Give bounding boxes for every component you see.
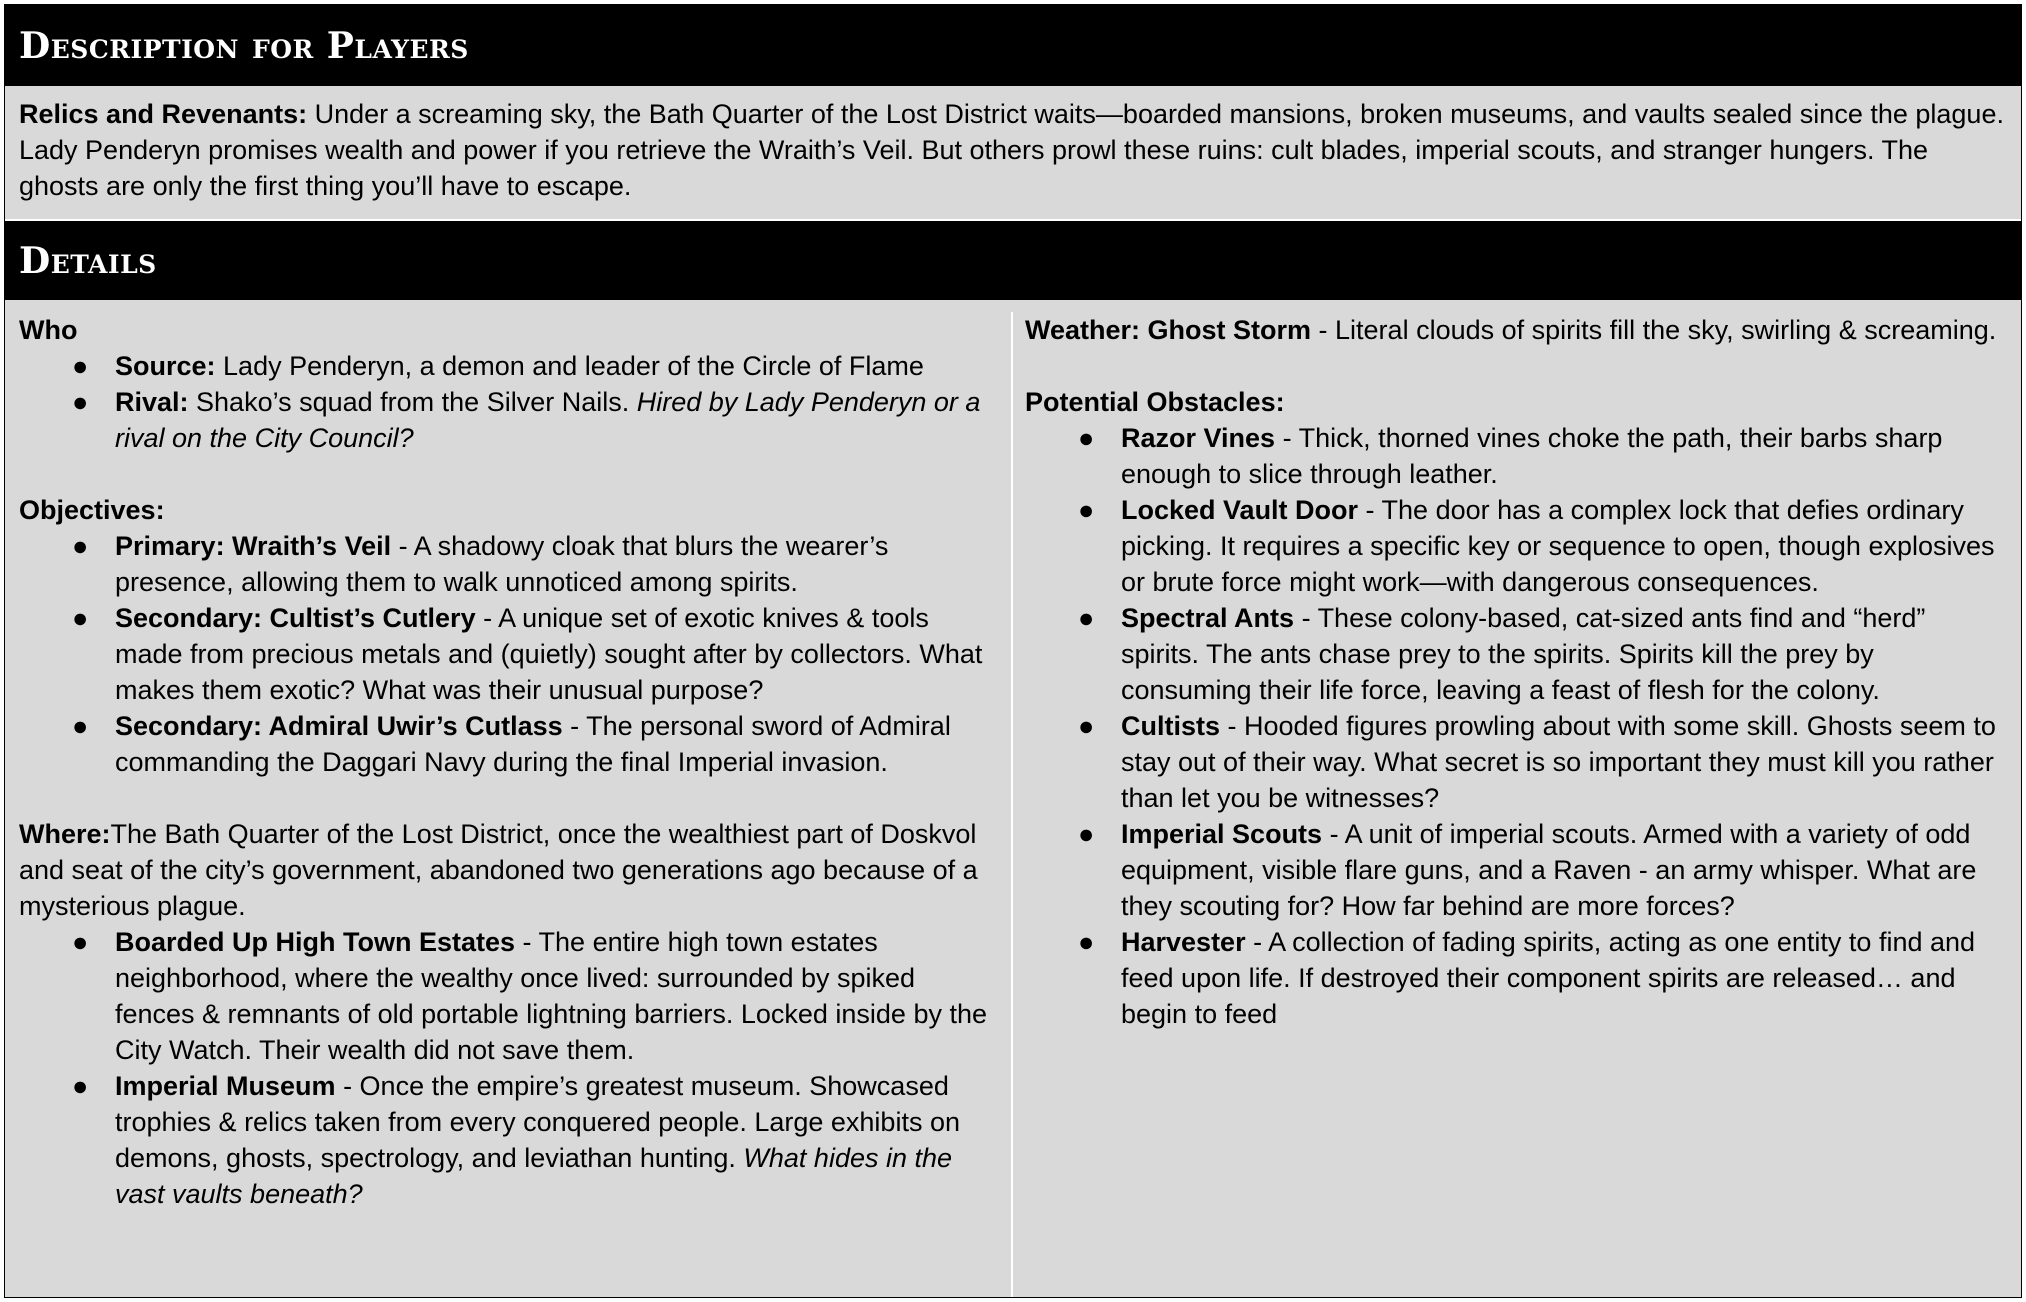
list-item-text: - Once the empire’s greatest museum. Showcased trophies & relics taken from every conquered people. Large exhibits on demons, ghosts, spectrology, and leviathan hunting.	[115, 1071, 960, 1173]
who-list	[19, 348, 1001, 456]
spacer	[19, 780, 1001, 816]
description-box	[5, 86, 2021, 221]
list-item-title: Harvester	[1121, 927, 1246, 957]
bullet-icon: ●	[1078, 423, 1095, 453]
list-item	[1025, 420, 2009, 492]
details-header-text: Details	[19, 239, 157, 282]
details-body	[5, 300, 2021, 1297]
list-item-title: Locked Vault Door	[1121, 495, 1359, 525]
list-item-title: Primary: Wraith’s Veil	[115, 531, 392, 561]
list-item-text: - Thick, thorned vines choke the path, their barbs sharp enough to slice through leather.	[1121, 423, 1943, 489]
bullet-icon: ●	[1078, 927, 1095, 957]
bullet-icon: ●	[72, 351, 89, 381]
list-item-text: - A collection of fading spirits, acting as one entity to find and feed upon life. If destroyed their component spirits are released… and begin to feed	[1121, 927, 1976, 1029]
list-item-text: - A shadowy cloak that blurs the wearer’s presence, allowing them to walk unnoticed among spirits.	[115, 531, 889, 597]
who-section	[19, 312, 1001, 456]
list-item-text: - The entire high town estates neighborhood, where the wealthy once lived: surrounded by spiked fences & remnants of old portable lightning barriers. Locked inside by the City Watch. Their wealth did not save them.	[115, 927, 988, 1065]
list-item	[19, 1068, 1001, 1212]
details-left-column	[5, 312, 1013, 1297]
description-lead-label: Relics and Revenants:	[19, 99, 308, 129]
weather-section	[1025, 312, 2009, 348]
list-item-title: Imperial Scouts	[1121, 819, 1323, 849]
bullet-icon: ●	[1078, 495, 1095, 525]
bullet-icon: ●	[72, 387, 89, 417]
where-section	[19, 816, 1001, 1212]
document	[4, 4, 2022, 1298]
list-item	[19, 528, 1001, 600]
bullet-icon: ●	[72, 531, 89, 561]
details-right-column	[1013, 312, 2021, 1297]
bullet-icon: ●	[72, 1071, 89, 1101]
weather-label: Weather: Ghost Storm	[1025, 315, 1312, 345]
bullet-icon: ●	[72, 711, 89, 741]
bullet-icon: ●	[1078, 819, 1095, 849]
description-header-text: Description for Players	[19, 24, 469, 67]
list-item-title: Source:	[115, 351, 216, 381]
list-item-title: Cultists	[1121, 711, 1221, 741]
bullet-icon: ●	[72, 603, 89, 633]
list-item-text: - The personal sword of Admiral commanding the Daggari Navy during the final Imperial invasion.	[115, 711, 951, 777]
where-text: The Bath Quarter of the Lost District, once the wealthiest part of Doskvol and seat of the city’s government, abandoned two generations ago because of a mysterious plague.	[19, 819, 978, 921]
list-item-text: - A unique set of exotic knives & tools made from precious metals and (quietly) sought after by collectors. What makes them exotic? What was their unusual purpose?	[115, 603, 983, 705]
list-item	[1025, 924, 2009, 1032]
list-item	[19, 708, 1001, 780]
who-label: Who	[19, 315, 78, 345]
list-item-text: - The door has a complex lock that defies ordinary picking. It requires a specific key or sequence to open, though explosives or brute force might work—with dangerous consequences.	[1121, 495, 1995, 597]
objectives-label: Objectives:	[19, 495, 165, 525]
obstacles-label: Potential Obstacles:	[1025, 387, 1285, 417]
objectives-section	[19, 492, 1001, 780]
list-item-italic-text: Hired by Lady Penderyn or a rival on the City Council?	[115, 387, 981, 453]
list-item-text: Shako’s squad from the Silver Nails.	[188, 387, 637, 417]
spacer	[19, 456, 1001, 492]
spacer	[1025, 348, 2009, 384]
bullet-icon: ●	[72, 927, 89, 957]
list-item	[19, 600, 1001, 708]
description-header	[5, 5, 2021, 86]
list-item-text: Lady Penderyn, a demon and leader of the Circle of Flame	[215, 351, 924, 381]
description-lead-text: Under a screaming sky, the Bath Quarter of the Lost District waits—boarded mansions, broken museums, and vaults sealed since the plague. Lady Penderyn promises wealth and power if you retrieve the Wraith’s Veil. But others prowl these ruins: cult blades, imperial scouts, and stranger hungers. The ghosts are only the first thing you’ll have to escape.	[19, 99, 2004, 201]
objectives-list	[19, 528, 1001, 780]
list-item-title: Razor Vines	[1121, 423, 1276, 453]
obstacles-list	[1025, 420, 2009, 1032]
list-item-text: - These colony-based, cat-sized ants find and “herd” spirits. The ants chase prey to the spirits. Spirits kill the prey by consuming their life force, leaving a feast of flesh for the colony.	[1121, 603, 1926, 705]
list-item-text: - A unit of imperial scouts. Armed with a variety of odd equipment, visible flare guns, and a Raven - an army whisper. What are they scouting for? How far behind are more forces?	[1121, 819, 1977, 921]
list-item-title: Boarded Up High Town Estates	[115, 927, 516, 957]
list-item-title: Secondary: Cultist’s Cutlery	[115, 603, 476, 633]
list-item-title: Rival:	[115, 387, 189, 417]
list-item-title: Spectral Ants	[1121, 603, 1295, 633]
list-item	[1025, 816, 2009, 924]
bullet-icon: ●	[1078, 711, 1095, 741]
list-item	[1025, 600, 2009, 708]
list-item	[1025, 492, 2009, 600]
list-item-title: Secondary: Admiral Uwir’s Cutlass	[115, 711, 563, 741]
list-item	[19, 348, 1001, 384]
obstacles-section	[1025, 384, 2009, 1032]
where-paragraph	[19, 816, 1001, 924]
list-item	[1025, 708, 2009, 816]
list-item-text: - Hooded figures prowling about with some skill. Ghosts seem to stay out of their way. What secret is so important they must kill you rather than let you be witnesses?	[1121, 711, 1996, 813]
list-item	[19, 384, 1001, 456]
weather-text: - Literal clouds of spirits fill the sky, swirling & screaming.	[1311, 315, 1997, 345]
where-list	[19, 924, 1001, 1212]
list-item-italic-text: What hides in the vast vaults beneath?	[115, 1143, 953, 1209]
list-item	[19, 924, 1001, 1068]
bullet-icon: ●	[1078, 603, 1095, 633]
list-item-title: Imperial Museum	[115, 1071, 336, 1101]
where-label: Where:	[19, 819, 111, 849]
details-header	[5, 221, 2021, 300]
